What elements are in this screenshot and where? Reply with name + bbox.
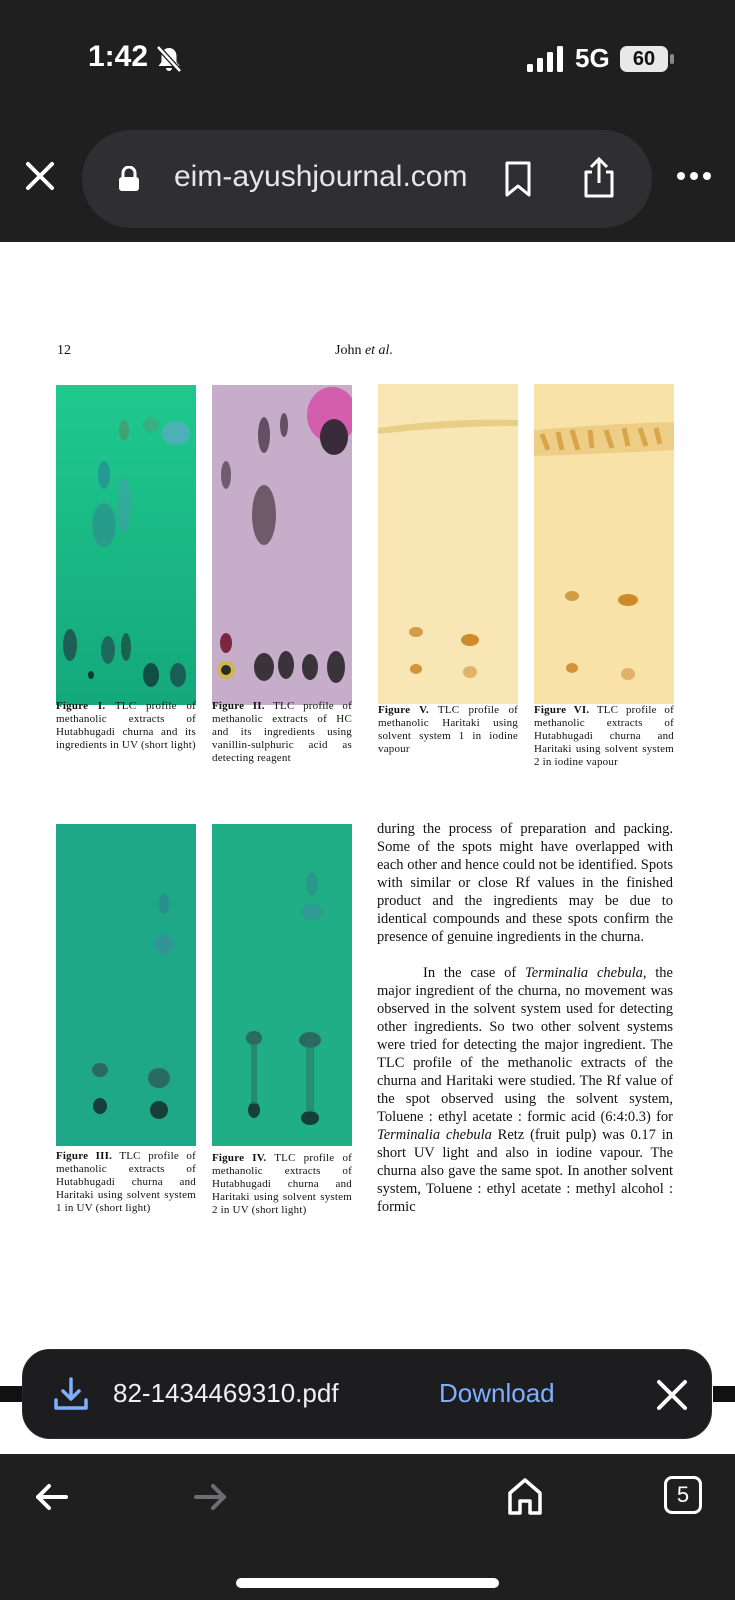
network-type: 5G bbox=[575, 43, 610, 73]
download-bar bbox=[22, 1349, 712, 1439]
lock-icon bbox=[118, 166, 140, 192]
running-head-etal: et al. bbox=[364, 343, 393, 358]
tlc-plate-figure-2 bbox=[212, 385, 352, 705]
share-icon[interactable] bbox=[582, 156, 616, 198]
tlc-plate-figure-4 bbox=[212, 824, 352, 1146]
tabs-button[interactable]: 5 bbox=[664, 1476, 702, 1514]
browser-toolbar bbox=[0, 120, 735, 242]
running-head bbox=[335, 343, 393, 359]
caption-figure-5: Figure V. TLC profile of methanolic Haritaki using solvent system 1 in iodine vapour bbox=[378, 704, 519, 755]
page-number: 12 bbox=[57, 343, 71, 358]
cellular-signal-icon bbox=[527, 46, 563, 72]
tlc-plate-figure-3 bbox=[56, 824, 196, 1146]
download-button[interactable]: Download bbox=[439, 1378, 555, 1408]
running-head-author: John bbox=[335, 343, 362, 358]
caption-figure-3: Figure III. TLC profile of methanolic extracts of Hutabhugadi churna and Haritaki using solvent system 1 in UV (short light) bbox=[56, 1150, 196, 1214]
download-icon bbox=[53, 1376, 89, 1412]
caption-figure-4: Figure IV. TLC profile of methanolic extracts of Hutabhugadi churna and Haritaki using solvent system 2 in UV (short light) bbox=[212, 1152, 353, 1216]
pdf-page[interactable] bbox=[0, 242, 735, 1454]
caption-figure-1: Figure I. TLC profile of methanolic extracts of Hutabhugadi churna and its ingredients in UV (short light) bbox=[56, 700, 196, 751]
paragraph-2: In the case of Terminalia chebula, the major ingredient of the churna, no movement was observed in the solvent system used for detecting other ingredients. So two other solvent systems were tried for detecting the major ingredient. The TLC profile of the methanolic extracts of the churna and Haritaki were studied. The Rf value of the spot observed using the solvent system, Toluene : ethyl acetate : formic acid (6:4:0.3) for Terminalia chebula Retz (fruit pulp) was 0.17 in short UV light and also in iodine vapour. The churna also gave the same spot. In another solvent system, Toluene : ethyl acetate : methyl alcohol : formic bbox=[377, 965, 673, 1215]
caption-figure-6: Figure VI. TLC profile of methanolic extracts of Hutabhugadi churna and Haritaki using solvent system 2 in iodine vapour bbox=[534, 704, 674, 768]
back-arrow-icon[interactable] bbox=[34, 1482, 70, 1512]
body-text bbox=[377, 820, 673, 1234]
address-bar[interactable] bbox=[82, 130, 652, 228]
forward-arrow-icon[interactable] bbox=[192, 1482, 228, 1512]
bell-slash-icon bbox=[154, 44, 184, 74]
status-time: 1:42 bbox=[88, 40, 149, 73]
caption-figure-2: Figure II. TLC profile of methanolic extracts of HC and its ingredients using vanillin-sulphuric acid as detecting reagent bbox=[212, 700, 352, 764]
tlc-plate-figure-6 bbox=[534, 384, 674, 704]
paragraph-1: during the process of preparation and packing. Some of the spots might have overlapped with each other and hence could not be identified. Spots with similar or close Rf values in the finished product and the ingredients may be due to identical compounds and these spots confirm the presence of genuine ingredients in the churna. bbox=[377, 821, 673, 945]
home-indicator[interactable] bbox=[236, 1578, 499, 1588]
close-icon[interactable] bbox=[22, 158, 58, 194]
page-edge-right bbox=[713, 1386, 735, 1402]
home-icon[interactable] bbox=[506, 1476, 544, 1516]
battery-indicator: 60 bbox=[620, 46, 668, 72]
tlc-plate-figure-5 bbox=[378, 384, 518, 704]
status-bar bbox=[0, 0, 735, 120]
close-download-icon[interactable] bbox=[655, 1378, 689, 1412]
tlc-plate-figure-1 bbox=[56, 385, 196, 705]
page-edge-left bbox=[0, 1386, 22, 1402]
bottom-navigation bbox=[0, 1454, 735, 1600]
bookmark-icon[interactable] bbox=[504, 160, 532, 198]
url-text: eim-ayushjournal.com bbox=[174, 160, 468, 193]
more-options-icon[interactable] bbox=[676, 170, 712, 182]
download-filename: 82-1434469310.pdf bbox=[113, 1378, 339, 1408]
